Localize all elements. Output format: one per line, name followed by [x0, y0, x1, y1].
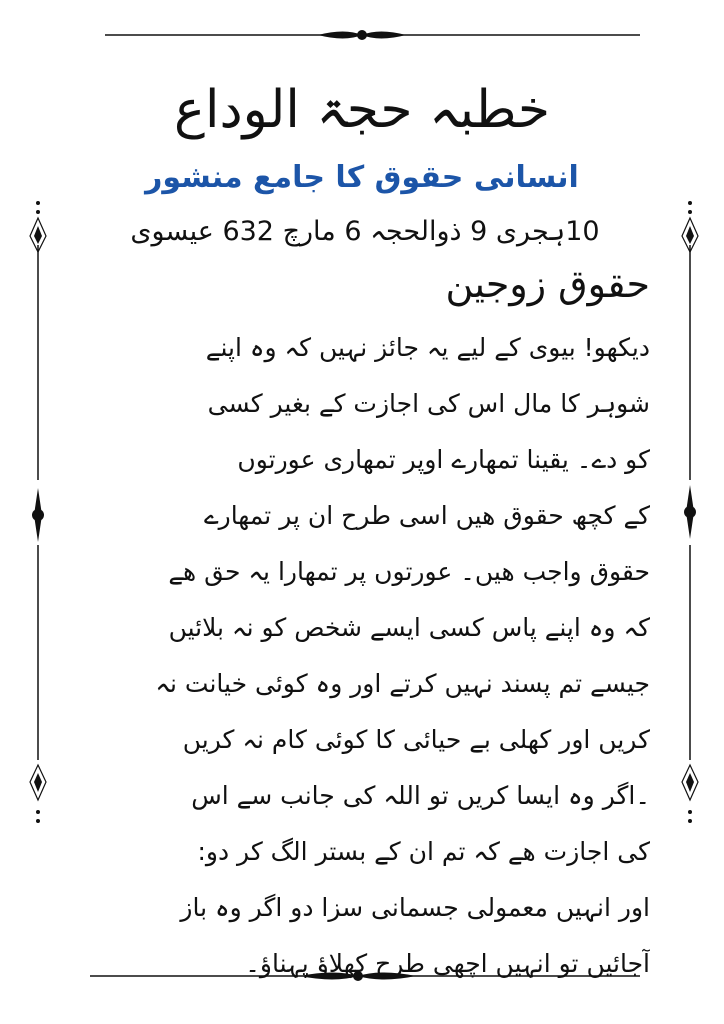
section-heading: حقوق زوجین: [445, 262, 650, 306]
body-line: ۔اگر وہ ایسا کریں تو اللہ کی جانب سے اس: [191, 781, 650, 810]
body-line: حقوق واجب ھیں۔ عورتوں پر تمھارا یہ حق ھے: [168, 557, 650, 586]
body-line: کو دے۔ یقینا تمھارے اوپر تمھاری عورتوں: [237, 445, 650, 474]
top-rule: [105, 30, 640, 40]
left-border: [30, 201, 46, 823]
body-line: جیسے تم پسند نہیں کرتے اور وہ کوئی خیانت نہ: [155, 669, 650, 698]
body-line: کریں اور کھلی بے حیائی کا کوئی کام نہ کریں: [182, 725, 650, 754]
body-line: کی اجازت ھے کہ تم ان کے بستر الگ کر دو:: [197, 837, 650, 866]
body-paragraph: [70, 320, 650, 992]
body-line: دیکھو! بیوی کے لیے یہ جائز نہیں کہ وہ اپنے: [205, 333, 650, 362]
document-title: خطبہ حجۃ الوداع: [174, 80, 550, 140]
right-border: [682, 201, 698, 823]
date-line: 10ہجری 9 ذوالحجہ 6 مارچ 632 عیسوی: [130, 216, 600, 247]
body-line: اور انہیں معمولی جسمانی سزا دو اگر وہ باز: [180, 893, 650, 922]
body-line: کہ وہ اپنے پاس کسی ایسے شخص کو نہ بلائیں: [168, 613, 650, 642]
body-line: کے کچھ حقوق ھیں اسی طرح ان پر تمھارے: [203, 501, 650, 530]
document-subtitle: انسانی حقوق کا جامع منشور: [145, 160, 579, 195]
body-line: آجائیں تو انہیں اچھی طرح کھلاؤ پہناؤ۔: [245, 949, 650, 978]
body-line: شوہر کا مال اس کی اجازت کے بغیر کسی: [207, 389, 650, 418]
